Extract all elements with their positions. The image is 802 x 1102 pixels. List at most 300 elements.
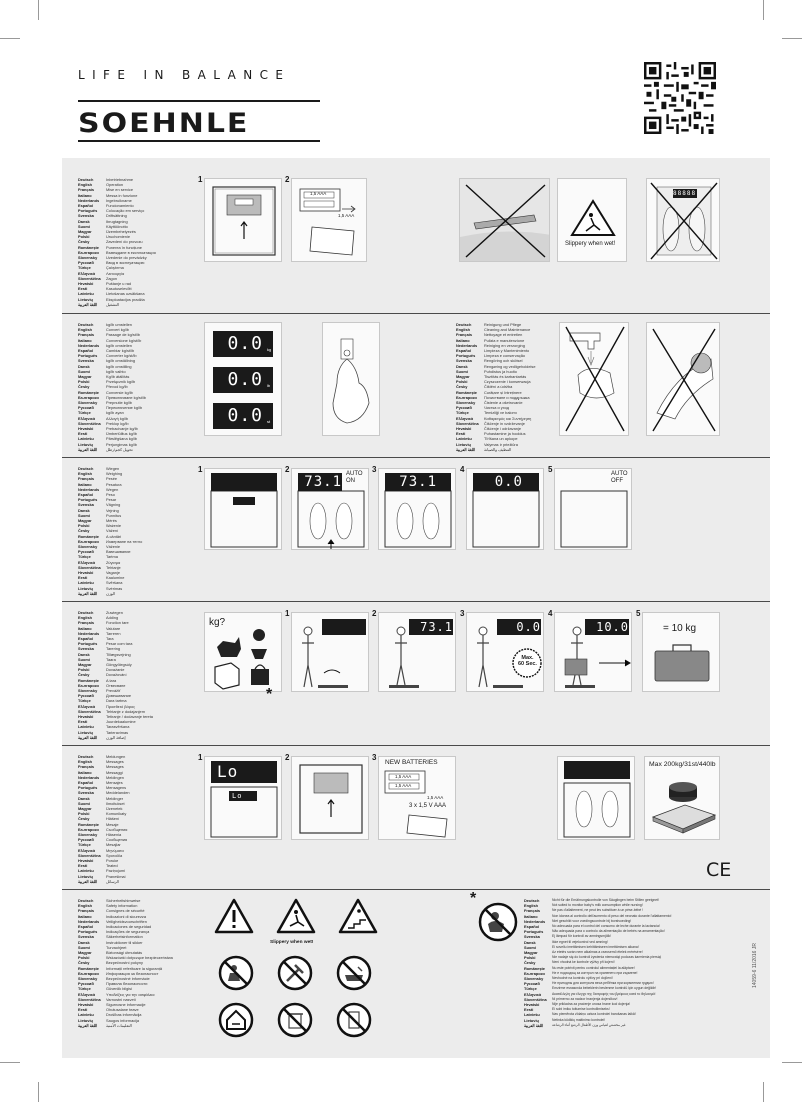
translation-text: Dovažování — [106, 672, 127, 678]
translation-text: Säkerhetsinformation — [106, 934, 143, 940]
translation-text: Tehtanje z dodajanjem — [106, 708, 145, 714]
figure-battery-insert — [291, 178, 367, 262]
step-number: 3 — [372, 465, 377, 474]
translation-text: Ei sovellu imettämisen kehittämiseen imettämisen aikana! — [552, 944, 639, 949]
language-name: Magyar — [78, 374, 92, 380]
translation-text: Tarering — [106, 646, 121, 652]
lang-row — [78, 447, 146, 452]
lcd-display-lo: Lo — [211, 761, 277, 783]
language-name: Español — [78, 780, 94, 786]
translation-text: Meldungen — [106, 754, 126, 759]
step-number: 1 — [198, 175, 203, 184]
language-name: Suomi — [78, 512, 90, 518]
language-name: Русский — [78, 549, 94, 555]
translation-text: Göngyölegsúly — [106, 662, 132, 668]
translation-text: Ważenie — [106, 523, 121, 529]
slippery-caption: Slippery when wet! — [565, 241, 616, 247]
translation-text: Tartma — [106, 554, 118, 560]
language-name: Slovensky — [78, 400, 98, 406]
language-name: اللغة العربية — [78, 446, 98, 452]
translation-text: Tīrīšana un apkope — [484, 436, 518, 442]
lcd-display-kg: 0.0 — [213, 331, 273, 357]
translation-text: Mérés — [106, 518, 117, 524]
language-name: English — [78, 903, 93, 909]
translation-text: Tetiranje / dodavanje tereta — [106, 714, 153, 720]
figure-overload — [557, 756, 635, 840]
translation-text: Καθαρισμός και Συντήρηση — [484, 415, 532, 421]
translation-text: Váženie — [106, 544, 121, 550]
language-name: Italiano — [78, 337, 92, 343]
language-name: Magyar — [78, 229, 92, 235]
language-name: Русский — [456, 405, 472, 411]
lcd-display-st: 0.0 — [213, 403, 273, 429]
translation-text: Consignes de sécurité — [106, 908, 145, 914]
qr-code — [644, 62, 716, 134]
slippery-icon — [276, 898, 316, 934]
translation-text: Üzenetek — [106, 806, 123, 812]
language-name: Hrvatski — [78, 858, 94, 864]
language-name: Românește — [78, 677, 99, 683]
lcd-display-weight: 73.1 — [409, 619, 453, 635]
language-name: Slovensky — [78, 544, 98, 550]
language-name: Ελληνικά — [78, 559, 95, 565]
language-name: Magyar — [78, 518, 92, 524]
language-name: Español — [456, 348, 472, 354]
language-name: Русский — [524, 981, 540, 987]
translation-text: Kg/lb átállítás — [106, 374, 130, 380]
battery-label: 1,5 AAA — [310, 191, 327, 196]
language-name: Lietuvių — [78, 585, 93, 591]
lcd-display-weight: 73.1 — [298, 473, 342, 491]
translation-text: Не пригодны для контроля веса ребёнка при кормлении грудью! — [552, 981, 654, 986]
translation-text: A tara — [106, 677, 117, 683]
translation-text: Převod kg/lb — [106, 384, 128, 390]
language-name: اللغة العربية — [78, 1022, 98, 1028]
max-capacity-label: Max 200kg/31st/440lb — [649, 761, 716, 768]
translation-text: Ni primerno za nadzor hranjenja dojenčkov! — [552, 996, 618, 1001]
language-name: Dansk — [456, 363, 468, 369]
lang-list-switch — [78, 322, 146, 452]
translation-text: Zavedení do provozu — [106, 239, 143, 245]
translation-text: Pulizia e manutenzione — [484, 337, 525, 343]
figure-cleaning-tap — [559, 322, 629, 436]
language-name: Slovenščina — [78, 708, 101, 714]
language-name: Español — [78, 492, 94, 498]
translation-text: Uvedenie do prevádzky — [106, 255, 147, 261]
no-hammer-icon — [277, 955, 313, 991]
language-name: Français — [78, 476, 95, 482]
translation-text: Nie nadaje się do kontroli żywienia niemowląt podczas karmienia piersią! — [552, 955, 662, 960]
figure-unit-button — [322, 322, 380, 436]
lcd-display-blank — [211, 473, 277, 491]
crop-mark — [782, 38, 802, 39]
translation-text: kg/lb omstellen — [106, 342, 132, 348]
language-name: Português — [78, 497, 98, 503]
battery-label: 1,5 AAA — [338, 213, 355, 218]
figure-max-capacity — [644, 756, 720, 840]
translation-text: Není vhodná ke kontrole výživy při kojení! — [552, 960, 615, 965]
language-name: Česky — [456, 384, 468, 390]
language-name: Slovensky — [78, 688, 98, 694]
lang-list-safety — [78, 898, 173, 1028]
battery-label: 1,5 AAA — [427, 795, 444, 800]
translation-text: Cambiar kg/st/lb — [106, 348, 135, 354]
language-name: Česky — [78, 672, 90, 678]
translation-text: التنظيف والصيانة — [484, 446, 512, 452]
translation-text: Punerea în funcțiune — [106, 244, 142, 250]
language-name: Deutsch — [78, 177, 94, 182]
language-name: Lietuvių — [456, 441, 471, 447]
language-name: Suomi — [78, 944, 90, 950]
language-name: اللغة العربية — [456, 446, 476, 452]
lang-row — [78, 879, 130, 884]
translation-text: Μηνύματα — [106, 847, 124, 853]
language-name: Magyar — [456, 374, 470, 380]
translation-text: Информация за безопасност — [106, 970, 159, 976]
language-name: Nederlands — [524, 918, 546, 924]
translation-text: Vaganje — [106, 570, 120, 576]
language-name: Français — [524, 908, 541, 914]
language-name: Eesti — [456, 431, 466, 437]
translation-text: Nevhodné na kontrolu výživy pri dojčení! — [552, 976, 613, 981]
translation-text: Довешивание — [106, 693, 131, 699]
translation-text: Biztonsági útmutatás — [106, 950, 143, 956]
figure-tare-result — [642, 612, 720, 692]
translation-text: Измерване на тегло — [106, 538, 143, 544]
lang-list-tare — [78, 610, 153, 740]
language-name: Polski — [78, 955, 90, 961]
language-name: Русский — [78, 260, 94, 266]
language-name: Hrvatski — [456, 426, 472, 432]
translation-text: Instruktioner til sikker — [106, 939, 143, 945]
translation-text: Prebacivanje kg/lb — [106, 426, 138, 432]
language-name: Hrvatski — [78, 570, 94, 576]
translation-text: Valutare — [106, 625, 121, 631]
language-name: Slovenščina — [78, 564, 101, 570]
translation-text: Rengøring og vedligeholdelse — [484, 363, 536, 369]
no-batteries-in-waste-icon — [336, 1002, 372, 1038]
language-name: Suomi — [456, 368, 468, 374]
lang-row — [78, 735, 153, 740]
translation-text: Въвеждане в експлоатация — [106, 249, 156, 255]
translation-text: Ne pas d'allaitement, ne peut les substituer à un pèse-bébé ! — [552, 908, 644, 913]
language-name: Românește — [78, 244, 99, 250]
translation-text: Ümberlülitus kg/lb — [106, 431, 137, 437]
language-name: Español — [78, 203, 94, 209]
language-name: Česky — [78, 960, 90, 966]
language-name: Eesti — [78, 1007, 88, 1013]
language-name: Italiano — [78, 769, 92, 775]
translation-text: Uruchomienie — [106, 234, 131, 240]
language-name: Deutsch — [78, 898, 94, 903]
translation-text: Nicht für die Ernährungskontrolle von Säuglingen beim Stillen geeignet! — [552, 898, 660, 902]
language-name: Türkçe — [78, 410, 91, 416]
translation-text: Conversione kg/st/lb — [106, 337, 142, 343]
language-name: Slovenščina — [78, 852, 101, 858]
language-name: Hrvatski — [78, 714, 94, 720]
translation-text: Veiligheidsvoorschriften — [106, 918, 147, 924]
translation-text: Punnitus — [106, 512, 122, 518]
translation-text: Taara — [106, 656, 116, 662]
translation-text: Cleaning and Maintenance — [484, 327, 531, 333]
translation-text: Juurdekaalumine — [106, 719, 136, 725]
translation-text: No adecuada para el control del consumo de leche durante la lactancia! — [552, 924, 660, 929]
language-name: Nederlands — [78, 630, 100, 636]
crop-mark — [0, 38, 20, 39]
translation-text: Curățare și întreținere — [484, 389, 522, 395]
translation-text: Meldingen — [106, 774, 124, 780]
section-divider — [62, 313, 770, 314]
language-name: Slovensky — [456, 400, 476, 406]
language-name: Magyar — [524, 950, 538, 956]
translation-text: Nav piemērota zīdaiņu uztura kontrolei barošanas laikā! — [552, 1012, 636, 1017]
crop-mark — [782, 1062, 802, 1063]
translation-text: Fonction tare — [106, 620, 129, 626]
language-name: Français — [78, 187, 95, 193]
language-name: اللغة العربية — [78, 734, 98, 740]
language-name: Hrvatski — [78, 1002, 94, 1008]
translation-text: Правила безопасности — [106, 981, 148, 987]
language-name: Български — [524, 970, 545, 976]
language-name: Latviešu — [524, 1012, 540, 1018]
language-name: Français — [78, 764, 95, 770]
translation-text: Varnostni nasveti — [106, 996, 136, 1002]
translation-text: Niet geschikt voor voedingscontrole bij borstvoeding! — [552, 918, 632, 923]
language-name: Български — [78, 394, 99, 400]
translation-text: Weighing — [106, 471, 123, 477]
language-name: Lietuvių — [78, 441, 93, 447]
translation-text: Wegen — [106, 486, 119, 492]
translation-text: Ingebruikname — [106, 197, 132, 203]
translation-text: Dovażanie — [106, 667, 125, 673]
translation-text: Tara — [106, 636, 114, 642]
step-number: 3 — [372, 753, 377, 762]
translation-text: الرسائل — [106, 878, 119, 884]
translation-text: Safety information — [106, 903, 138, 909]
translation-text: Kaalumine — [106, 575, 125, 581]
translation-text: Mesajlar — [106, 842, 121, 848]
translation-text: Não adequada para o controlo da alimentação de bebés na amamentação! — [552, 929, 665, 934]
language-name: Deutsch — [78, 322, 94, 327]
language-name: Español — [78, 348, 94, 354]
language-name: Svenska — [78, 790, 94, 796]
language-name: Polski — [78, 379, 90, 385]
language-name: Svenska — [524, 934, 540, 940]
no-children-icon — [218, 955, 254, 991]
translation-text: Drošības informācija — [106, 1012, 142, 1018]
translation-text: التشغيل — [106, 301, 119, 307]
language-name: Eesti — [78, 431, 88, 437]
translation-text: Käyttöönotto — [106, 223, 128, 229]
translation-text: Messages — [106, 764, 124, 770]
language-name: Suomi — [78, 368, 90, 374]
translation-text: Sporočila — [106, 852, 123, 858]
language-name: Nederlands — [78, 197, 100, 203]
translation-text: Emzirme esnasında bebeklerin beslenme kontrolü için uygun değildir! — [552, 986, 657, 991]
translation-text: Hlášení — [106, 816, 120, 822]
language-name: Česky — [78, 384, 90, 390]
aaa-label: 3 x 1,5 V AAA — [409, 803, 447, 809]
language-name: Eesti — [78, 863, 88, 869]
translation-text: Čišćenje i održavanje — [484, 426, 521, 432]
translation-text: Pesar com tara — [106, 641, 133, 647]
brand-rule-bottom — [78, 140, 320, 142]
step-number: 2 — [285, 465, 290, 474]
language-name: Türkçe — [78, 842, 91, 848]
translation-text: Переключение kg/lb — [106, 405, 143, 411]
language-name: Español — [78, 636, 94, 642]
translation-text: Saugos informacija — [106, 1017, 140, 1023]
language-name: Slovenščina — [524, 996, 547, 1002]
translation-text: kg/lb umstellen — [106, 322, 132, 327]
translation-text: Svēršana — [106, 580, 123, 586]
translation-text: Dara tartma — [106, 698, 127, 704]
translation-text: Tarasvēršana — [106, 724, 130, 730]
language-name: Русский — [78, 693, 94, 699]
language-name: Български — [456, 394, 477, 400]
step-number: 1 — [285, 609, 290, 618]
translation-text: Pesée — [106, 476, 118, 482]
step-number: 2 — [372, 609, 377, 618]
kg-question: kg? — [209, 617, 226, 628]
language-name: Slovenščina — [78, 420, 101, 426]
step-number: 2 — [285, 753, 290, 762]
language-name: Lietuvių — [524, 1017, 539, 1023]
translation-text: Bezpečnostné informácie — [106, 976, 150, 982]
translation-text: Tarreren — [106, 630, 121, 636]
translation-text: Operation — [106, 182, 124, 188]
language-name: Slovenščina — [78, 275, 101, 281]
figure-tare-examples — [204, 612, 282, 692]
translation-text: Az etetés során nem alkalmas a csecsemő ételek mérésére! — [552, 950, 643, 955]
language-name: Polski — [78, 523, 90, 529]
language-name: Slovensky — [524, 976, 544, 982]
section-divider — [62, 601, 770, 602]
translation-text: Wskazówki dotyczące bezpieczeństwa — [106, 955, 173, 961]
figure-no-carpet — [459, 178, 550, 262]
language-name: Deutsch — [524, 898, 540, 903]
language-name: Magyar — [78, 950, 92, 956]
language-name: Français — [78, 620, 95, 626]
language-name: Slovensky — [78, 832, 98, 838]
lang-row — [78, 1023, 173, 1028]
language-name: اللغة العربية — [524, 1022, 544, 1028]
language-name: Português — [78, 785, 98, 791]
lang-list-messages — [78, 754, 130, 884]
section-divider — [62, 745, 770, 746]
translation-text: Puštanje u rad — [106, 281, 132, 287]
crop-mark — [38, 1082, 39, 1102]
translation-text: Meddelanden — [106, 790, 130, 796]
translation-text: Perjungimas kg/lb — [106, 441, 137, 447]
translation-text: إضافة الوزن — [106, 734, 126, 740]
language-name: Nederlands — [78, 918, 100, 924]
language-name: Русский — [78, 405, 94, 411]
language-name: Български — [78, 538, 99, 544]
translation-text: Driftsättning — [106, 213, 127, 219]
language-name: Français — [456, 332, 473, 338]
translation-text: Ζύγισμα — [106, 559, 121, 565]
translation-text: Üzembehelyezés — [106, 229, 136, 235]
step-number: 5 — [636, 609, 641, 618]
figure-weigh-step-3 — [378, 468, 456, 550]
translation-text: Komunikaty — [106, 811, 127, 817]
language-name: Românește — [78, 389, 99, 395]
language-name: Eesti — [78, 719, 88, 725]
translation-text: Zagon — [106, 275, 118, 281]
language-name: Česky — [78, 528, 90, 534]
translation-text: التعليمات الأمنية — [106, 1022, 132, 1028]
language-name: Ελληνικά — [456, 415, 473, 421]
language-name: Português — [78, 641, 98, 647]
figure-tare-step-3 — [466, 612, 544, 692]
language-name: Polski — [456, 379, 468, 385]
language-name: Polski — [78, 234, 90, 240]
lcd-display-zero: 0.0 — [473, 473, 539, 491]
translation-text: Lietošanas uzsākšana — [106, 291, 145, 297]
translation-text: Poruke — [106, 858, 119, 864]
translation-text: Informații referitoare la siguranță — [106, 965, 163, 971]
language-name: Русский — [78, 837, 94, 843]
lcd-display-lo-small: Lo — [229, 791, 257, 801]
translation-text: Nettoyage et entretien — [484, 332, 523, 338]
language-name: Ελληνικά — [78, 703, 95, 709]
translation-text: Converter kg/st/lb — [106, 353, 137, 359]
step-number: 5 — [548, 465, 553, 474]
language-name: Italiano — [456, 337, 470, 343]
translation-text: Not suited to monitor baby's milk consumption while nursing! — [552, 903, 643, 908]
stairs-warning-icon — [338, 898, 378, 934]
translation-text: Mise en service — [106, 187, 134, 193]
step-number: 1 — [198, 753, 203, 762]
translation-text: Valymas ir priežiūra — [484, 441, 518, 447]
ce-mark: CE — [706, 859, 732, 881]
translation-text: Sigurnosne informacije — [106, 1002, 146, 1008]
language-name: Svenska — [78, 213, 94, 219]
auto-on-label: AUTO ON — [346, 471, 363, 484]
translation-text: Puhdistus ja huolto — [484, 368, 517, 374]
translation-text: Pranešimai — [106, 873, 126, 879]
translation-text: Temizliği ve bakımı — [484, 410, 517, 416]
lang-row — [524, 1023, 671, 1028]
language-name: Suomi — [78, 656, 90, 662]
translation-text: Ibrugtagning — [106, 218, 128, 224]
translation-text: تحويل كجم/رطل — [106, 446, 133, 452]
language-name: Français — [78, 908, 95, 914]
figure-weigh-step-2 — [291, 468, 369, 550]
translation-text: Nu este potrivit pentru controlul alimentației la alăptare! — [552, 965, 635, 970]
language-name: Dansk — [78, 218, 90, 224]
translation-text: Tehtanje — [106, 564, 121, 570]
lang-list-operation — [78, 177, 156, 307]
language-name: Español — [524, 924, 540, 930]
translation-text: Messaggi — [106, 769, 123, 775]
figure-weigh-step-4 — [466, 468, 544, 550]
translation-text: Wiegen — [106, 466, 120, 471]
lcd-display-zero: 0.0 — [497, 619, 541, 635]
lcd-display-weight: 10.0 — [585, 619, 629, 635]
language-name: Românește — [78, 965, 99, 971]
translation-text: Почистване и поддръжка — [484, 394, 530, 400]
translation-text: Bezpečnostní pokyny — [106, 960, 143, 966]
translation-text: Взвешивание — [106, 549, 131, 555]
translation-text: Indicazioni di sicurezza — [106, 913, 147, 919]
crop-mark — [763, 1082, 764, 1102]
language-name: Français — [78, 332, 95, 338]
translation-text: Rengöring och skötsel — [484, 358, 523, 364]
language-name: Български — [78, 970, 99, 976]
footnote-star: * — [470, 890, 477, 907]
